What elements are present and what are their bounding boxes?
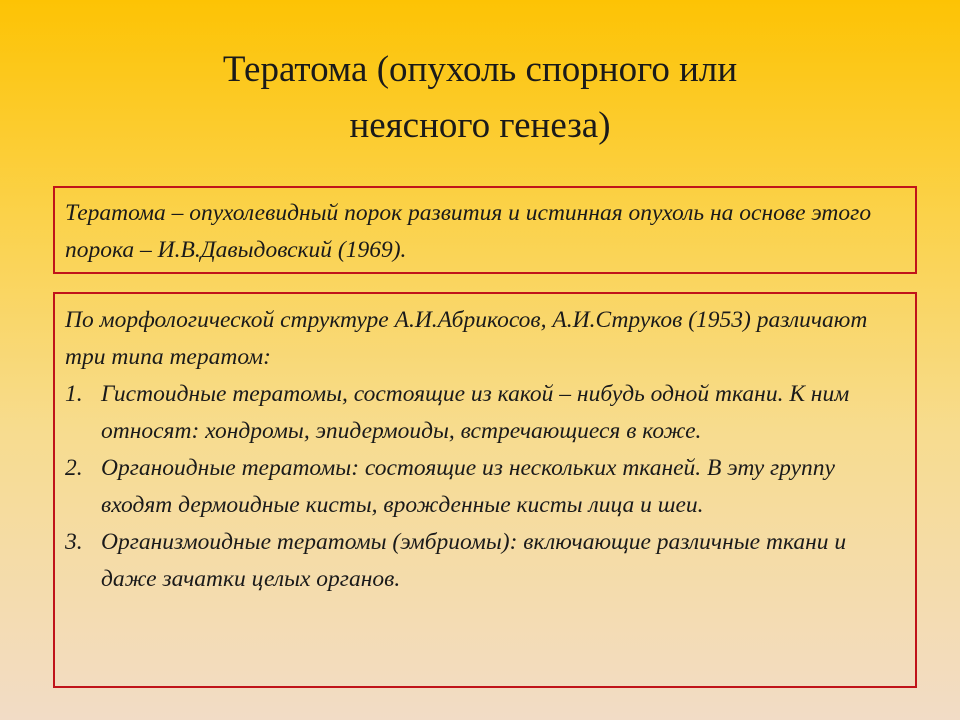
slide-title [0,42,960,154]
definition-box [53,186,917,274]
list-item-number: 1. [65,381,83,407]
list-item-number: 2. [65,455,83,481]
classification-box [53,292,917,688]
list-item-number: 3. [65,529,83,555]
teratoma-types-list [65,376,905,598]
list-item-text: Органоидные тератомы: состоящие из нескольких тканей. В эту группу входят дермоидные кисты, врожденные кисты лица и шеи. [101,455,835,518]
definition-text: Тератома – опухолевидный порок развития и истинная опухоль на основе этого порока – И.В.Давыдовский (1969). [65,200,872,263]
list-item-text: Гистоидные тератомы, состоящие из какой – нибудь одной ткани. К ним относят: хондромы, эпидермоиды, встречающиеся в коже. [101,381,850,444]
list-item [65,450,905,524]
list-item [65,524,905,598]
list-item-text: Организмоидные тератомы (эмбриомы): включающие различные ткани и даже зачатки целых органов. [101,529,847,592]
slide-title-line-1: Тератома (опухоль спорного или [222,49,738,90]
list-item [65,376,905,450]
classification-intro: По морфологической структуре А.И.Абрикосов, А.И.Струков (1953) различают три типа тератом: [65,307,868,370]
slide-title-line-2: неясного генеза) [349,105,611,146]
